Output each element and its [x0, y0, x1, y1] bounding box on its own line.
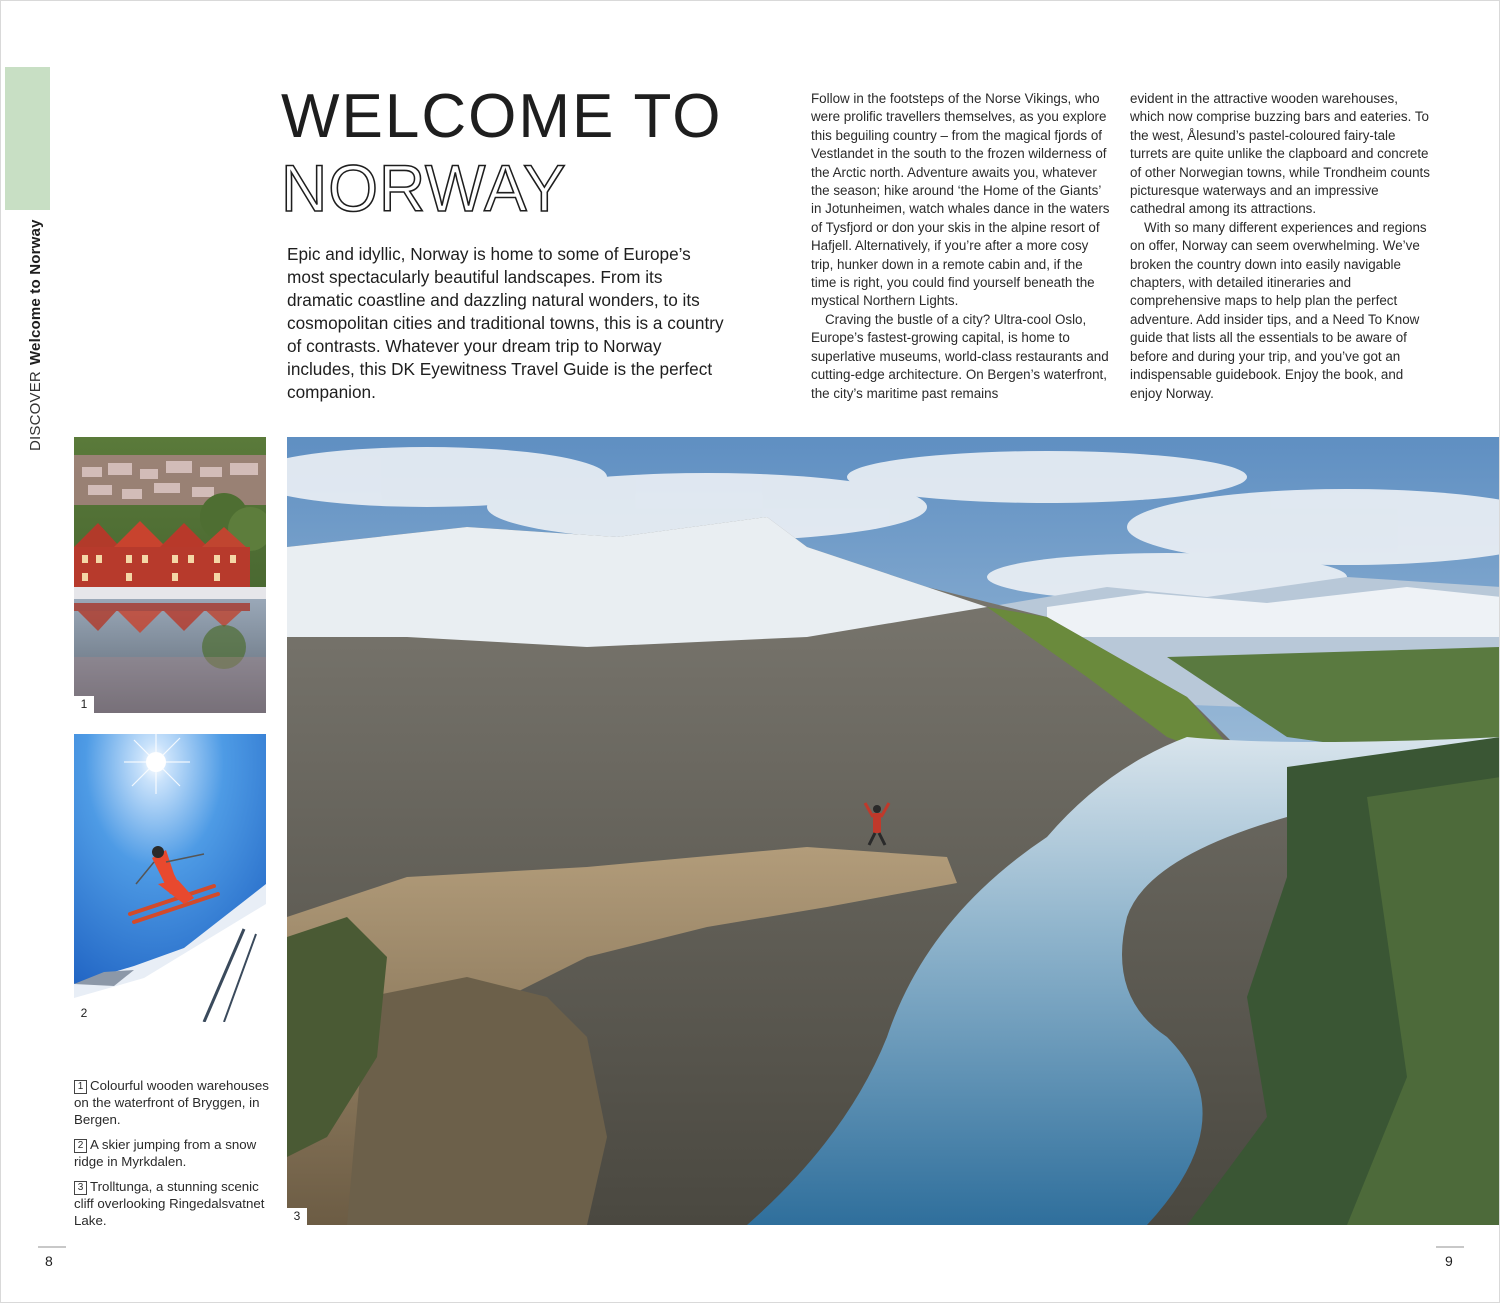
- body-paragraph-3: With so many different experiences and regions on offer, Norway can seem overwhelming. We’ve broken the country down into easily navigable chapters, with detailed itineraries and comprehensive maps to help plan the perfect adventure. Add insider tips, and a Need To Know guide that lists all the essentials to be aware of before and during your trip, and you’ve got an indispensable guidebook. Enjoy the book, and enjoy Norway.: [1130, 219, 1427, 401]
- body-paragraph-2b: evident in the attractive wooden warehouses, which now comprise buzzing bars and eateries. To the west, Ålesund’s pastel-coloured fairy-tale turrets are quite unlike the clapboard and concrete of other Norwegian towns, while Trondheim counts picturesque waterways and an impressive cathedral among its attractions.: [1130, 91, 1430, 217]
- running-header-chapter: Welcome to Norway: [27, 219, 44, 366]
- intro-paragraph: Epic and idyllic, Norway is home to some of Europe’s most spectacularly beautiful landscapes. From its dramatic coastline and dazzling natural wonders, to its cosmopolitan cities and traditional towns, this is a country of contrasts. Whatever your dream trip to Norway includes, this DK Eyewitness Travel Guide is the perfect companion.: [287, 244, 724, 402]
- page-title-line-1: WELCOME TO: [281, 82, 723, 151]
- page-title-line-2-text: NORWAY: [281, 151, 567, 225]
- folio-rule-left: [38, 1246, 66, 1248]
- caption-3: [74, 1178, 274, 1229]
- body-paragraph-1: Follow in the footsteps of the Norse Vikings, who were prolific travellers themselves, as you explore this beguiling country – from the magical fjords of Vestlandet in the south to the frozen wilderness of the Arctic north. Adventure awaits you, whatever the season; hike around ‘the Home of the Giants’ in Jotunheimen, watch whales dance in the waters of Tysfjord or don your skis in the alpine resort of Hafjell. Alternatively, if you’re after a more cosy trip, hunker down in a remote cabin and, if the time is right, you could find yourself beneath the mystical Northern Lights.: [811, 91, 1110, 309]
- caption-2-text: A skier jumping from a snow ridge in Myrkdalen.: [74, 1137, 257, 1169]
- page-number-right: 9: [1445, 1253, 1453, 1269]
- body-paragraph-2a: Craving the bustle of a city? Ultra-cool Oslo, Europe’s fastest-growing capital, is home to superlative museums, world-class restaurants and cutting-edge architecture. On Bergen’s waterfront, the city’s maritime past remains: [811, 311, 1109, 401]
- trolltunga-illustration: [287, 437, 1500, 1225]
- skier-illustration: [74, 734, 266, 1022]
- photo-number-3: 3: [287, 1208, 307, 1225]
- caption-1-text: Colourful wooden warehouses on the waterfront of Bryggen, in Bergen.: [74, 1078, 269, 1127]
- caption-1: [74, 1077, 274, 1128]
- caption-1-number: 1: [74, 1080, 87, 1094]
- page-title-line-2: [281, 151, 747, 225]
- photo-skier: [74, 734, 266, 1022]
- body-column-1: [811, 90, 1111, 403]
- chapter-color-tab: [5, 67, 50, 210]
- caption-2: [74, 1136, 274, 1170]
- bryggen-illustration: [74, 437, 266, 713]
- photo-number-1: 1: [74, 696, 94, 713]
- photo-trolltunga: [287, 437, 1500, 1225]
- caption-3-number: 3: [74, 1181, 87, 1195]
- caption-2-number: 2: [74, 1139, 87, 1153]
- folio-rule-right: [1436, 1246, 1464, 1248]
- body-column-2: [1130, 90, 1430, 403]
- caption-3-text: Trolltunga, a stunning scenic cliff overlooking Ringedalsvatnet Lake.: [74, 1179, 265, 1228]
- photo-bryggen: [74, 437, 266, 713]
- photo-captions: [74, 1077, 274, 1237]
- running-header-section: DISCOVER: [27, 371, 44, 451]
- page-number-left: 8: [45, 1253, 53, 1269]
- page-title: [281, 83, 761, 225]
- photo-number-2: 2: [74, 1005, 94, 1022]
